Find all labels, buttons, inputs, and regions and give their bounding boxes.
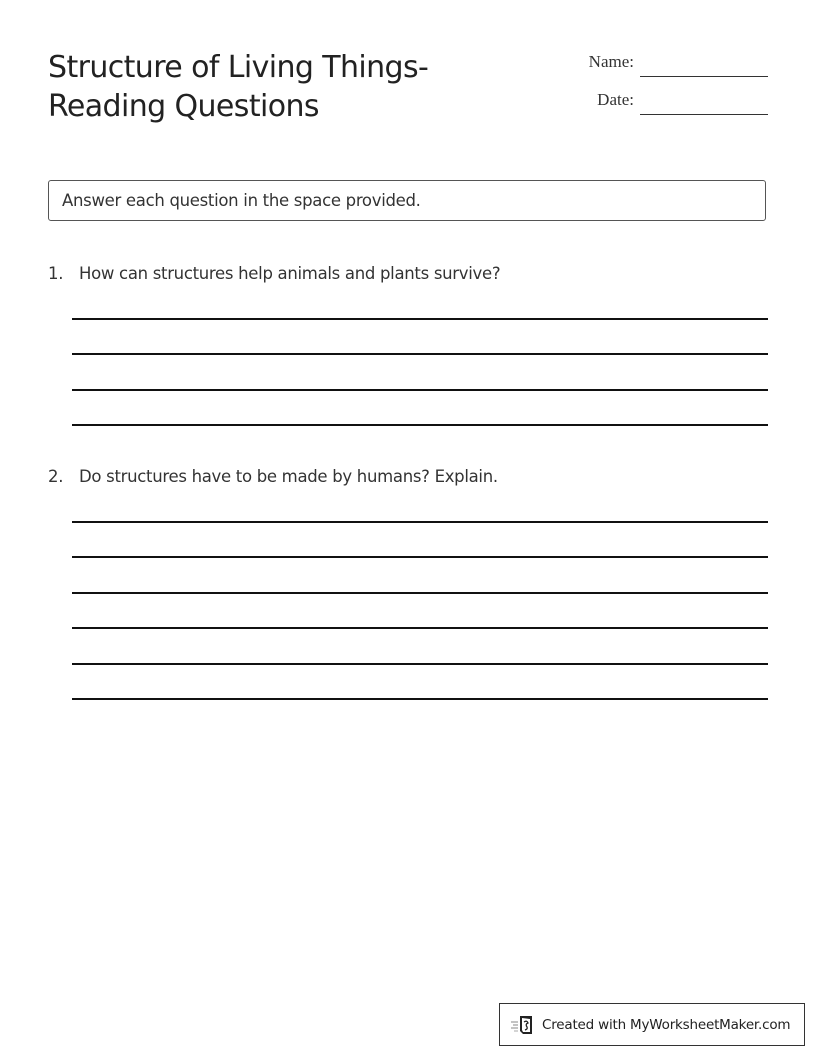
question-1 xyxy=(48,262,768,286)
answer-line[interactable] xyxy=(72,353,768,388)
date-input-line[interactable] xyxy=(640,114,768,115)
answer-line[interactable] xyxy=(72,424,768,459)
worksheet-title xyxy=(48,48,528,126)
title-line-2: Reading Questions xyxy=(48,89,319,124)
answer-line[interactable] xyxy=(72,318,768,353)
title-line-1: Structure of Living Things- xyxy=(48,50,429,85)
question-2 xyxy=(48,465,768,489)
answer-area[interactable] xyxy=(72,521,768,733)
question-number: 1. xyxy=(48,264,64,283)
question-number: 2. xyxy=(48,467,64,486)
answer-line[interactable] xyxy=(72,556,768,591)
instructions-box: Answer each question in the space provided. xyxy=(48,180,766,221)
answer-line[interactable] xyxy=(72,592,768,627)
worksheet-logo-icon xyxy=(510,1014,536,1036)
answer-line[interactable] xyxy=(72,698,768,733)
question-text: Do structures have to be made by humans? Explain. xyxy=(79,467,498,486)
question-prompt xyxy=(48,262,768,286)
answer-area[interactable] xyxy=(72,318,768,460)
answer-line[interactable] xyxy=(72,663,768,698)
date-field[interactable] xyxy=(560,90,770,114)
name-label: Name: xyxy=(588,52,634,71)
question-prompt xyxy=(48,465,768,489)
date-label: Date: xyxy=(597,90,634,109)
answer-line[interactable] xyxy=(72,627,768,662)
question-text: How can structures help animals and plants survive? xyxy=(79,264,501,283)
answer-line[interactable] xyxy=(72,389,768,424)
name-field[interactable] xyxy=(560,52,770,76)
footer-credit-text[interactable]: Created with MyWorksheetMaker.com xyxy=(542,1016,791,1033)
name-input-line[interactable] xyxy=(640,76,768,77)
footer-credit-badge[interactable] xyxy=(499,1003,805,1046)
answer-line[interactable] xyxy=(72,521,768,556)
